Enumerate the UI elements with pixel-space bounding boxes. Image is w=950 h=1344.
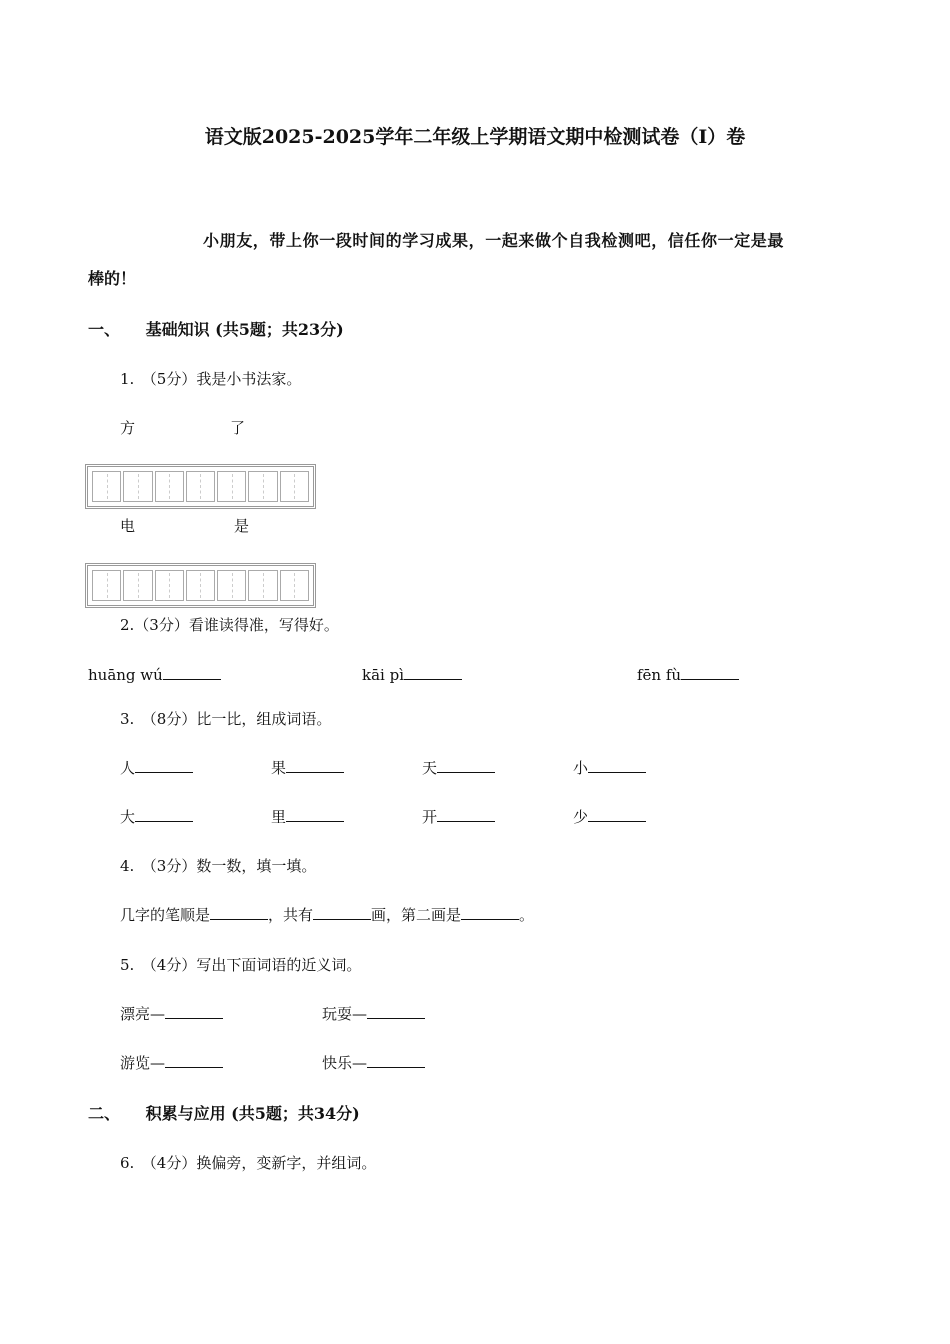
section-number: 一、 [88, 320, 121, 339]
answer-blank[interactable] [286, 758, 344, 773]
question-4-stem: 4. （3分）数一数，填一填。 [120, 857, 317, 875]
answer-blank[interactable] [404, 665, 462, 680]
answer-blank[interactable] [588, 758, 646, 773]
section-title: 积累与应用 (共5题；共34分) [145, 1104, 360, 1123]
writing-cell[interactable] [123, 570, 152, 601]
synonym-item [322, 1003, 425, 1024]
answer-blank[interactable] [165, 1053, 223, 1068]
answer-blank[interactable] [461, 905, 519, 920]
intro-line-1: 小朋友，带上你一段时间的学习成果，一起来做个自我检测吧，信任你一定是最 [203, 231, 785, 250]
answer-blank[interactable] [681, 665, 739, 680]
word-char: 人 [120, 759, 136, 777]
q1-char: 电 [120, 517, 136, 535]
pinyin-text: fēn fù [637, 666, 682, 684]
word-item [573, 757, 646, 778]
sentence-text: 几字的笔顺是 [120, 906, 211, 924]
writing-grid-1[interactable] [85, 464, 316, 509]
sentence-text: ，共有 [268, 906, 314, 924]
sentence-text: 画，第二画是 [371, 906, 462, 924]
answer-blank[interactable] [437, 807, 495, 822]
synonym-word: 快乐— [322, 1054, 368, 1072]
answer-blank[interactable] [367, 1004, 425, 1019]
question-6-stem: 6. （4分）换偏旁，变新字，并组词。 [120, 1154, 377, 1172]
word-char: 小 [573, 759, 589, 777]
word-item [573, 806, 646, 827]
pinyin-item [88, 665, 221, 684]
word-item [422, 757, 495, 778]
word-char: 大 [120, 808, 136, 826]
q1-char: 方 [120, 419, 136, 437]
synonym-word: 漂亮— [120, 1005, 166, 1023]
pinyin-text: huāng wú [88, 666, 163, 684]
pinyin-text: kāi pì [362, 666, 404, 684]
stroke-order-sentence [120, 904, 534, 925]
answer-blank[interactable] [135, 758, 193, 773]
pinyin-item [362, 665, 462, 684]
synonym-item [120, 1052, 223, 1073]
question-3-stem: 3. （8分）比一比，组成词语。 [120, 710, 332, 728]
word-char: 里 [271, 808, 287, 826]
synonym-item [120, 1003, 223, 1024]
writing-cell[interactable] [123, 471, 152, 502]
writing-cell[interactable] [155, 570, 184, 601]
answer-blank[interactable] [210, 905, 268, 920]
word-item [271, 806, 344, 827]
section-heading-1 [88, 317, 344, 340]
word-char: 开 [422, 808, 438, 826]
word-char: 少 [573, 808, 589, 826]
answer-blank[interactable] [163, 665, 221, 680]
q1-char: 是 [234, 517, 250, 535]
answer-blank[interactable] [367, 1053, 425, 1068]
writing-cell[interactable] [92, 570, 121, 601]
intro-line-2: 棒的！ [88, 269, 137, 288]
question-1-stem: 1. （5分）我是小书法家。 [120, 370, 302, 388]
question-2-stem: 2.（3分）看谁读得准，写得好。 [120, 616, 339, 634]
word-item [120, 806, 193, 827]
answer-blank[interactable] [313, 905, 371, 920]
section-heading-2 [88, 1101, 360, 1124]
synonym-word: 游览— [120, 1054, 166, 1072]
word-item [422, 806, 495, 827]
section-title: 基础知识 (共5题；共23分) [145, 320, 344, 339]
writing-cell[interactable] [186, 471, 215, 502]
page-title: 语文版2025-2025学年二年级上学期语文期中检测试卷（I）卷 [204, 126, 746, 148]
synonym-word: 玩耍— [322, 1005, 368, 1023]
writing-cell[interactable] [280, 471, 309, 502]
synonym-item [322, 1052, 425, 1073]
answer-blank[interactable] [165, 1004, 223, 1019]
section-number: 二、 [88, 1104, 121, 1123]
writing-cell[interactable] [248, 471, 277, 502]
q1-char: 了 [230, 419, 246, 437]
word-char: 果 [271, 759, 287, 777]
writing-cell[interactable] [155, 471, 184, 502]
answer-blank[interactable] [437, 758, 495, 773]
answer-blank[interactable] [286, 807, 344, 822]
writing-cell[interactable] [217, 471, 246, 502]
writing-cell[interactable] [248, 570, 277, 601]
word-char: 天 [422, 759, 438, 777]
writing-cell[interactable] [280, 570, 309, 601]
answer-blank[interactable] [135, 807, 193, 822]
answer-blank[interactable] [588, 807, 646, 822]
question-5-stem: 5. （4分）写出下面词语的近义词。 [120, 956, 362, 974]
writing-cell[interactable] [92, 471, 121, 502]
pinyin-item [637, 665, 739, 684]
word-item [120, 757, 193, 778]
writing-cell[interactable] [186, 570, 215, 601]
sentence-text: 。 [519, 906, 535, 924]
writing-grid-2[interactable] [85, 563, 316, 608]
writing-cell[interactable] [217, 570, 246, 601]
word-item [271, 757, 344, 778]
